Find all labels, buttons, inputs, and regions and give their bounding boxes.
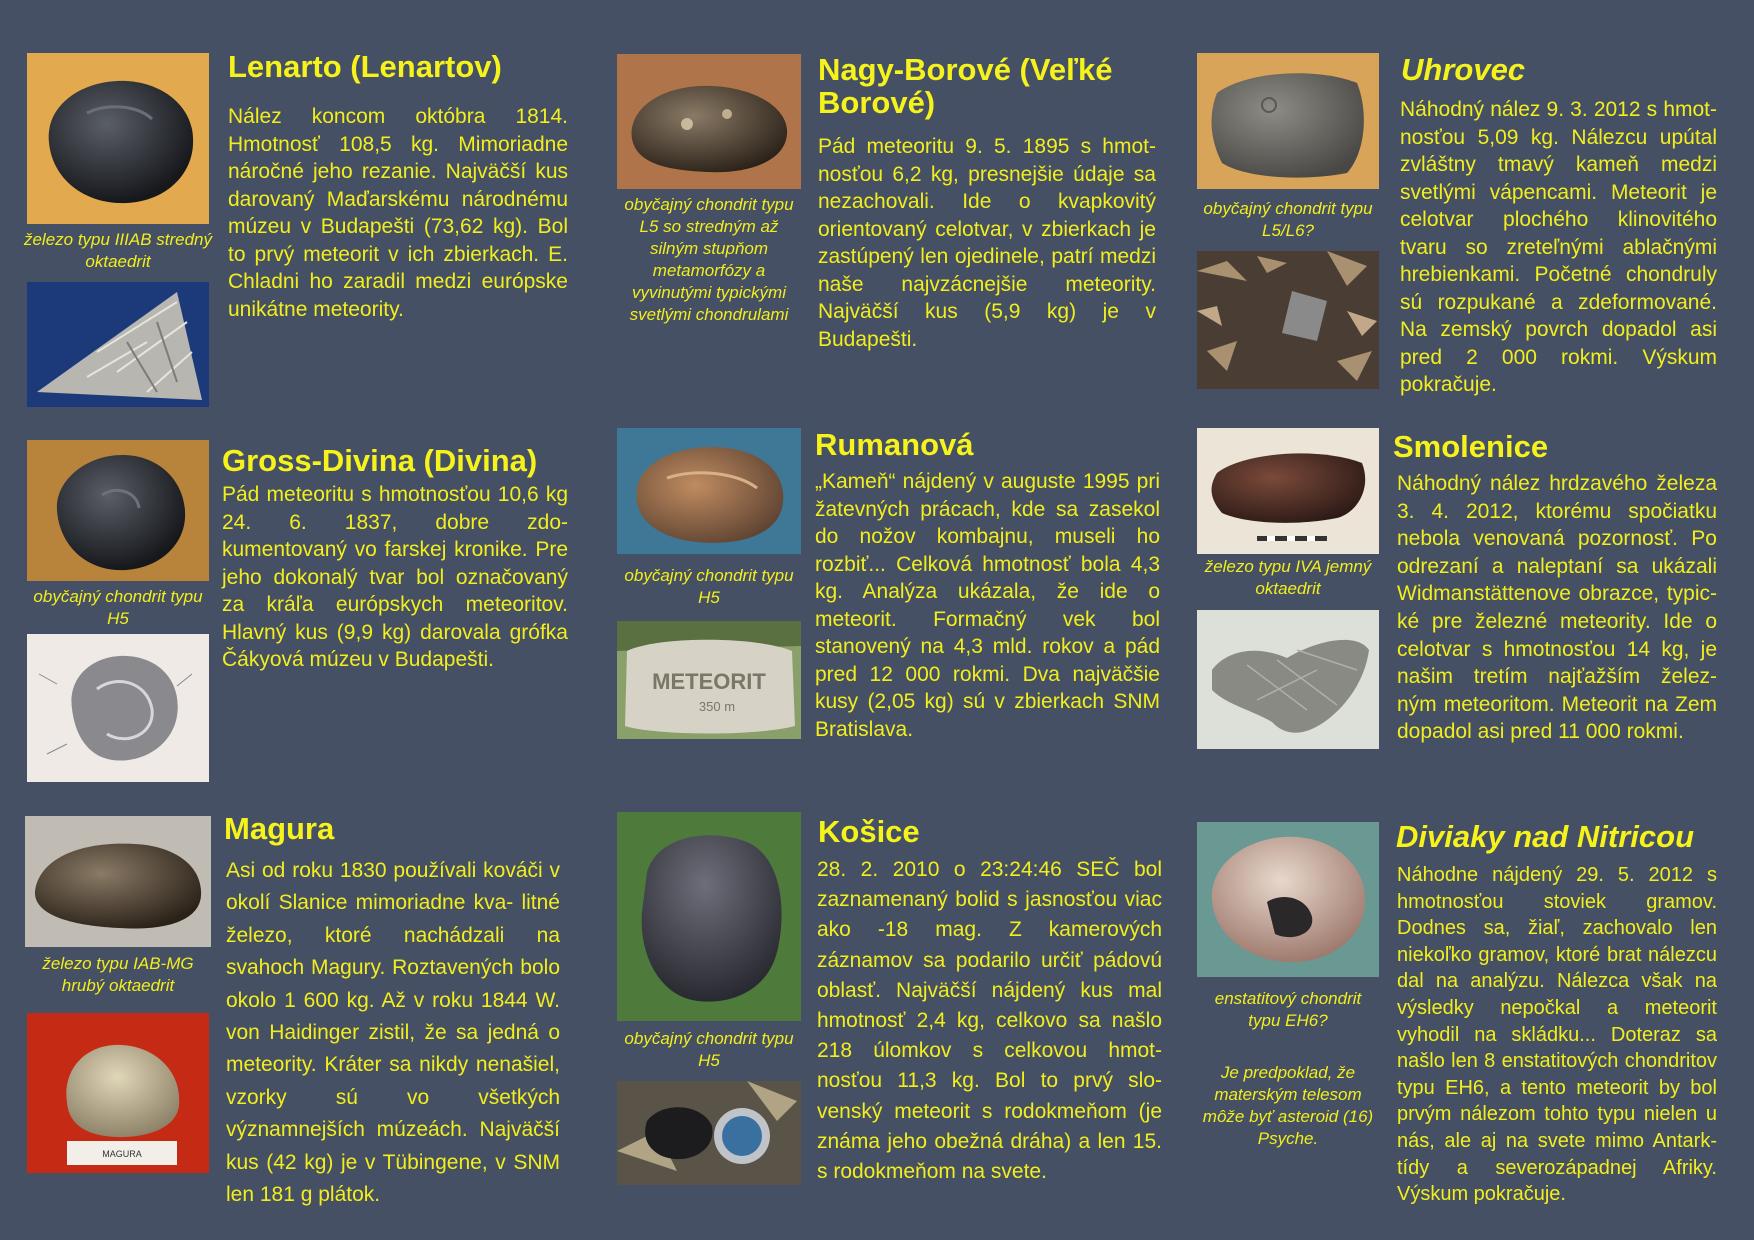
diviaky-note: Je predpoklad, že materským telesom môže byť asteroid (16) Psyche.	[1202, 1063, 1374, 1148]
gross-divina-drawing	[27, 634, 209, 782]
diviaky-text: Náhodne nájdený 29. 5. 2012 s hmotnosťou stoviek gramov. Dodnes sa, žiaľ, zachovalo len niekoľko gramov, ktoré brat nálezcu dal na analýzu. Nálezca však na výsledky nepočkal a meteorit vyhodil na skládku... Doteraz sa našlo len 8 enstatitových chondritov typu EH6, a tento meteorit by bol prvým nálezom tohto typu nielen u nás, ale aj na svete mimo Antark- tídy a severozápadnej Afriky. Výskum pokračuje.	[1397, 864, 1717, 1206]
nagy-borove-caption: obyčajný chondrit typu L5 so stredným až silným stupňom metamorfózy a vyvinutými typickými svetlými chondrulami	[624, 195, 794, 324]
magura-text: Asi od roku 1830 používali kováči v okolí Slanice mimoriadne kva- litné železo, ktoré nachádzali na svahoch Magury. Roztavených bolo okolo 1 600 kg. Až v roku 1844 W. von Haidinger zistil, že sa jedná o meteority. Kráter sa nikdy nenašiel, vzorky sú vo všetkých významnejších múzeách. Najväčší kus (42 kg) je v Tübingene, v SNM len 181 g plátok.	[226, 859, 560, 1207]
nagy-borove-meteorite-photo	[617, 54, 801, 189]
kosice-meteorite-photo	[617, 812, 801, 1021]
lenarto-title: Lenarto (Lenartov)	[228, 49, 502, 84]
lenarto-etched-slice-photo	[27, 282, 209, 407]
kosice-caption: obyčajný chondrit typu H5	[624, 1029, 794, 1070]
lenarto-text: Nález koncom októbra 1814. Hmotnosť 108,5 kg. Mimoriadne náročné jeho rezanie. Najväčší kus darovaný Maďarskému národnému múzeu v Budapešti (73,62 kg). Bol to prvý meteorit v ich zbierkach. E. Chladni ho zaradil medzi európske unikátne meteority.	[228, 105, 568, 321]
gross-divina-text: Pád meteoritu s hmotnosťou 10,6 kg 24. 6. 1837, dobre zdo- kumentovaný vo farskej kronike. Pre jeho dokonalý tvar bol označovaný za kráľa európskych meteoritov. Hlavný kus (9,9 kg) darovala grófka Čákyová múzeu v Budapešti.	[222, 483, 568, 671]
rumanova-stone-inscription: METEORIT	[652, 669, 766, 694]
kosice-title: Košice	[818, 814, 920, 849]
rumanova-title: Rumanová	[815, 427, 974, 462]
nagy-borove-title: Nagy-Borové (Veľké Borové)	[818, 52, 1113, 120]
uhrovec-text: Náhodný nález 9. 3. 2012 s hmot- nosťou 5,09 kg. Nálezcu upútal zvláštny tmavý kameň medzi svetlými vápencami. Meteorit je celotvar plochého klinovitého tvaru so zreteľnými ablačnými hrebienkami. Početné chondruly sú rozpukané a zdeformované. Na zemský povrch dopadol asi pred 2 000 rokmi. Výskum pokračuje.	[1400, 98, 1717, 396]
magura-specimen-label: MAGURA	[102, 1149, 142, 1159]
rumanova-caption: obyčajný chondrit typu H5	[624, 566, 794, 607]
uhrovec-caption: obyčajný chondrit typu L5/L6?	[1203, 199, 1373, 240]
rumanova-text: „Kameň“ nájdený v auguste 1995 pri žatevných prácach, kde sa zasekol do nožov kombajnu, museli ho rozbiť... Celková hmotnosť bola 4,3 kg. Analýza ukázala, že ide o meteorit. Formačný vek bol stanovený na 4,3 mld. rokov a pád pred 12 000 rokmi. Dva najväčšie kusy (2,05 kg) sú v zbierkach SNM Bratislava.	[815, 470, 1160, 741]
magura-specimen-photo	[27, 1013, 209, 1173]
magura-caption: železo typu IAB-MG hrubý oktaedrit	[42, 954, 194, 995]
kosice-text: 28. 2. 2010 o 23:24:46 SEČ bol zaznamenaný bolid s jasnosťou viac ako -18 mag. Z kamerových záznamov sa podarilo určiť pádovú oblasť. Najväčší nájdený kus mal hmotnosť 2,4 kg, celkovo sa našlo 218 úlomkov s celkovou hmot- nosťou 11,3 kg. Bol to prvý slo- venský meteorit s rodokmeňom (je známa jeho obežná dráha) a len 15. s rodokmeňom na svete.	[817, 858, 1162, 1184]
magura-title: Magura	[224, 811, 335, 846]
kosice-fragment-with-coin-photo	[617, 1081, 801, 1185]
diviaky-caption: enstatitový chondrit typu EH6?	[1214, 989, 1362, 1030]
gross-divina-meteorite-photo	[27, 440, 209, 581]
magura-meteorite-photo	[25, 816, 211, 947]
lenarto-caption: železo typu IIIAB stredný oktaedrit	[23, 230, 213, 271]
smolenice-title: Smolenice	[1393, 429, 1549, 464]
smolenice-etched-slice-photo	[1197, 610, 1379, 749]
smolenice-meteorite-photo	[1197, 428, 1379, 554]
uhrovec-find-site-photo	[1197, 251, 1379, 389]
uhrovec-title: Uhrovec	[1401, 52, 1526, 87]
smolenice-caption: železo typu IVA jemný oktaedrit	[1204, 557, 1372, 598]
uhrovec-meteorite-photo	[1197, 53, 1379, 189]
lenarto-meteorite-photo	[27, 53, 209, 224]
smolenice-text: Náhodný nález hrdzavého železa 3. 4. 2012, ktorému spočiatku nebola venovaná pozornosť. Po odrezaní a naleptaní sa ukázali Widmanstättenove obrazce, typic- ké pre železné meteority. Ide o celotvar s hmotnosťou 14 kg, je našim tretím najťažším želez- ným meteoritom. Meteorit na Zem dopadol asi pred 11 000 rokmi.	[1397, 472, 1717, 744]
diviaky-meteorite-photo	[1197, 822, 1379, 977]
gross-divina-title: Gross-Divina (Divina)	[222, 443, 538, 478]
rumanova-stone-subinscription: 350 m	[698, 699, 736, 714]
nagy-borove-text: Pád meteoritu 9. 5. 1895 s hmot- nosťou 6,2 kg, presnejšie údaje sa nezachovali. Ide o kvapkovitý orientovaný celotvar, v zbierkach je zastúpený len ojedinele, patrí medzi naše najvzácnejšie meteority. Najväčší kus (5,9 kg) je v Budapešti.	[818, 135, 1156, 351]
gross-divina-caption: obyčajný chondrit typu H5	[33, 587, 203, 628]
rumanova-meteorite-photo	[617, 428, 801, 554]
diviaky-title: Diviaky nad Nitricou	[1396, 819, 1695, 854]
rumanova-memorial-stone-photo	[617, 621, 801, 739]
